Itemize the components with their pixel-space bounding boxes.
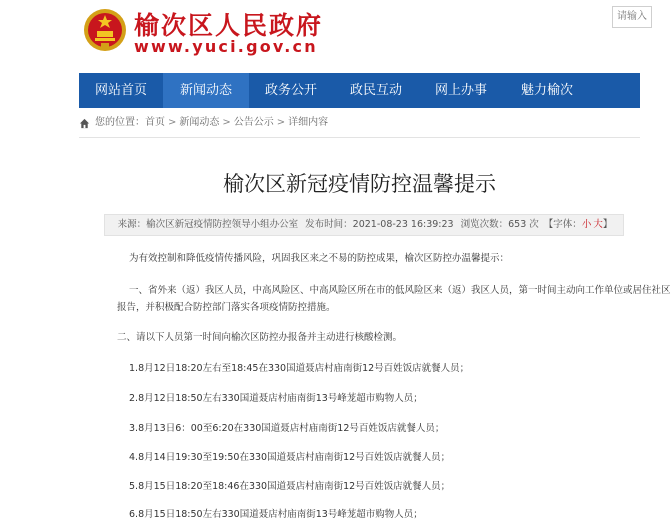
font-size-label: 【字体：: [543, 219, 582, 230]
list-item: 1.8月12日18:20左右至18:45在330国道聂店村庙南街12号百姓饭店就餐人员；: [129, 363, 470, 374]
nav-item-charm-yuci[interactable]: 魅力榆次: [520, 83, 573, 98]
article-view-count: 浏览次数：653 次: [460, 219, 539, 230]
site-header: [0, 0, 647, 74]
font-large-button[interactable]: 大: [593, 219, 603, 230]
article-meta-bar: [104, 214, 624, 236]
article-publish-time: 发布时间：2021-08-23 16:39:23: [305, 219, 454, 230]
nav-item-gov-affairs[interactable]: 政务公开: [264, 83, 317, 98]
article-title: 榆次区新冠疫情防控温馨提示: [223, 172, 496, 196]
breadcrumb-home-link[interactable]: 首页: [145, 117, 165, 128]
search-input[interactable]: 请输入: [612, 6, 652, 28]
list-item: 5.8月15日18:20至18:46在330国道聂店村庙南街12号百姓饭店就餐人员；: [129, 481, 451, 492]
list-item: 6.8月15日18:50左右330国道聂店村庙南街13号峰茏超市购物人员；: [129, 509, 423, 520]
breadcrumb-news-link[interactable]: 新闻动态: [179, 117, 220, 128]
nav-item-news[interactable]: 新闻动态: [163, 73, 249, 108]
breadcrumb-divider: [79, 137, 640, 138]
breadcrumb: [79, 108, 640, 138]
nav-item-home[interactable]: 网站首页: [94, 83, 147, 98]
font-small-button[interactable]: 小: [581, 219, 592, 230]
list-item: 2.8月12日18:50左右330国道聂店村庙南街13号峰茏超市购物人员；: [129, 393, 423, 404]
breadcrumb-prefix: 您的位置：: [95, 117, 145, 128]
paragraph-intro: 为有效控制和降低疫情传播风险，巩固我区来之不易的防控成果，榆次区防控办温馨提示：: [129, 253, 510, 264]
main-nav: [79, 73, 640, 108]
breadcrumb-separator: >: [168, 117, 177, 128]
paragraph-section-1: 一、省外来（返）我区人员，中高风险区、中高风险区所在市的低风险区来（返）我区人员，第一时间主动向工作单位或居住社区: [129, 285, 671, 296]
site-url: www.yuci.gov.cn: [134, 37, 318, 56]
national-emblem-icon: [83, 7, 127, 53]
breadcrumb-separator: >: [276, 117, 286, 128]
paragraph-section-2: 二、请以下人员第一时间向榆次区防控办报备并主动进行核酸检测。: [117, 332, 403, 343]
font-size-label-close: 】: [602, 219, 613, 230]
paragraph-section-1-continued: 报告，并积极配合防控部门落实各项疫情防控措施。: [117, 302, 336, 313]
breadcrumb-notice-link[interactable]: 公告公示: [233, 117, 274, 128]
nav-item-online-service[interactable]: 网上办事: [434, 83, 487, 98]
list-item: 3.8月13日6：00至6:20在330国道聂店村庙南街12号百姓饭店就餐人员；: [129, 423, 445, 434]
nav-item-interaction[interactable]: 政民互动: [349, 83, 402, 98]
site-title: 榆次区人民政府: [134, 11, 324, 40]
breadcrumb-separator: >: [222, 117, 231, 128]
list-item: 4.8月14日19:30至19:50在330国道聂店村庙南街12号百姓饭店就餐人员；: [129, 452, 451, 463]
breadcrumb-current: 详细内容: [288, 117, 329, 128]
home-icon: [79, 118, 90, 129]
article-source: 来源：榆次区新冠疫情防控领导小组办公室: [117, 219, 299, 230]
